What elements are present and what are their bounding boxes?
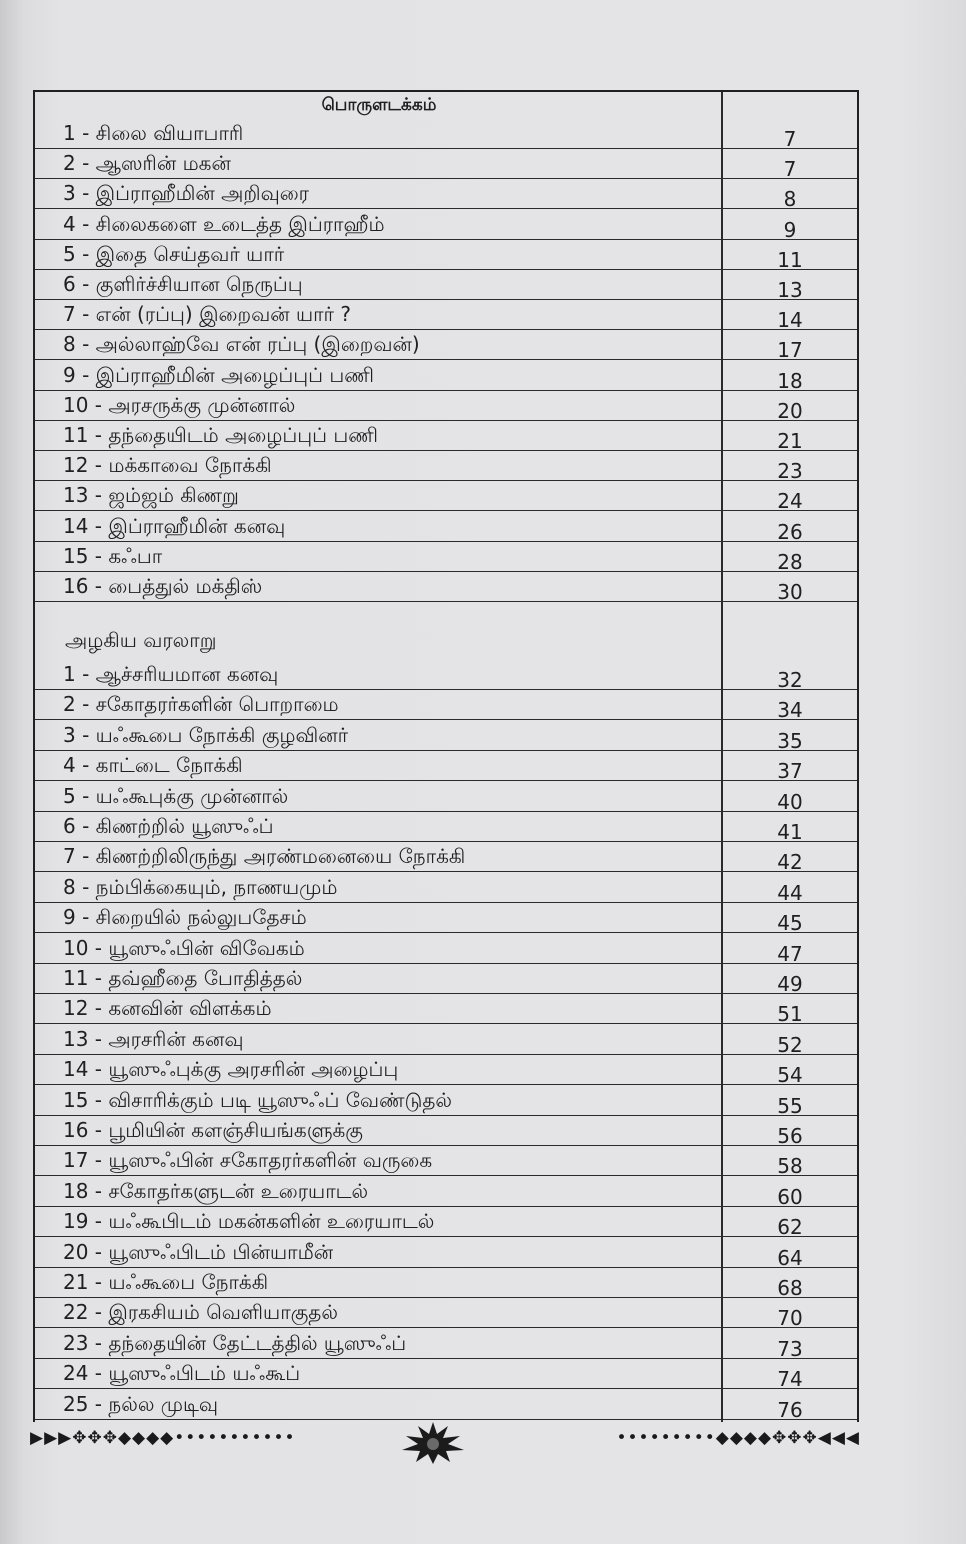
toc-entry-page: 20 [777, 398, 803, 423]
toc-row [35, 330, 857, 363]
toc-entry-page: 7 [783, 157, 797, 182]
toc-entry-page: 32 [777, 668, 803, 692]
toc-row [35, 1055, 857, 1088]
toc-row [35, 1238, 857, 1268]
toc-entry-page: 34 [777, 698, 803, 723]
toc-entry-page: 23 [777, 459, 803, 484]
toc-entry-title: 10 - அரசருக்கு முன்னால் [63, 392, 296, 417]
toc-entry-title: 12 - கனவின் விளக்கம் [63, 996, 272, 1021]
toc-entry-page: 74 [777, 1367, 803, 1392]
toc-row [35, 481, 857, 514]
toc-entry-page: 37 [777, 759, 803, 784]
toc-entry-page: 35 [777, 728, 803, 753]
toc-entry-title: 13 - அரசரின் கனவு [63, 1026, 244, 1051]
toc-entry-page: 70 [777, 1306, 803, 1331]
toc-entry-page: 62 [777, 1215, 803, 1240]
toc-entry-title: 19 - யஃகூபிடம் மகன்களின் உரையாடல் [63, 1209, 435, 1234]
toc-row [35, 660, 857, 690]
toc-row [35, 361, 857, 391]
toc-entry-title: 20 - யூஸுஃபிடம் பின்யாமீன் [63, 1239, 334, 1264]
toc-entry-title: 12 - மக்காவை நோக்கி [63, 453, 272, 478]
toc-row [35, 934, 857, 964]
toc-entry-title: 18 - சகோதர்களுடன் உரையாடல் [63, 1178, 369, 1203]
toc-row [35, 751, 857, 784]
toc-row [35, 512, 857, 542]
footer-ornament [30, 1420, 860, 1460]
toc-entry-title: 9 - இப்ராஹீமின் அழைப்புப் பணி [63, 362, 375, 387]
toc-row [35, 873, 857, 903]
toc-entry-page: 42 [777, 850, 803, 875]
toc-row [35, 903, 857, 936]
toc-row [35, 179, 857, 212]
toc-entry-page: 7 [783, 127, 797, 151]
toc-entry-page: 11 [777, 247, 803, 272]
toc-row [35, 572, 857, 602]
toc-entry-page: 55 [777, 1093, 803, 1118]
toc-entry-title: 11 - தந்தையிடம் அழைப்புப் பணி [63, 423, 378, 447]
toc-entry-page: 44 [777, 880, 803, 905]
toc-heading: பொருளடக்கம் [321, 95, 437, 115]
toc-entry-title: 2 - சகோதரர்களின் பொறாமை [63, 692, 339, 717]
toc-entry-page: 17 [777, 338, 803, 363]
toc-row [35, 782, 857, 812]
toc-row [35, 994, 857, 1027]
toc-entry-title: 25 - நல்ல முடிவு [63, 1391, 219, 1416]
toc-row [35, 451, 857, 484]
toc-row [35, 1390, 857, 1420]
toc-entry-title: 6 - குளிர்ச்சியான நெருப்பு [63, 272, 303, 296]
toc-row [35, 240, 857, 270]
toc-entry-page: 18 [777, 368, 803, 393]
toc-row [35, 1298, 857, 1331]
toc-entry-page: 54 [777, 1063, 803, 1088]
toc-entry-title: 8 - நம்பிக்கையும், நாணயமும் [63, 874, 338, 899]
toc-entry-title: 4 - சிலைகளை உடைத்த இப்ராஹீம் [63, 211, 385, 236]
toc-row [35, 1146, 857, 1179]
toc-entry-title: 3 - இப்ராஹீமின் அறிவுரை [63, 181, 310, 206]
toc-entry-title: 14 - யூஸுஃபுக்கு அரசரின் அழைப்பு [63, 1057, 399, 1082]
toc-row [35, 1116, 857, 1146]
toc-entry-page: 76 [777, 1397, 803, 1422]
toc-row [35, 119, 857, 149]
toc-row [35, 721, 857, 751]
toc-row [35, 1329, 857, 1359]
toc-entry-page: 45 [777, 911, 803, 936]
toc-entry-title: 23 - தந்தையின் தேட்டத்தில் யூஸுஃப் [63, 1330, 407, 1355]
toc-row [35, 300, 857, 333]
toc-row [35, 270, 857, 300]
toc-entry-page: 30 [777, 580, 803, 604]
toc-entry-title: 17 - யூஸுஃபின் சகோதரர்களின் வருகை [63, 1148, 433, 1173]
toc-entry-title: 4 - காட்டை நோக்கி [63, 753, 243, 778]
toc-entry-title: 2 - ஆஸரின் மகன் [63, 151, 231, 176]
toc-entry-title: 16 - பூமியின் களஞ்சியங்களுக்கு [63, 1118, 363, 1142]
toc-entry-page: 73 [777, 1336, 803, 1361]
toc-entry-title: 14 - இப்ராஹீமின் கனவு [63, 513, 286, 538]
toc-entry-page: 47 [777, 941, 803, 966]
toc-row [35, 1177, 857, 1207]
starburst-icon [398, 1420, 468, 1464]
toc-row [35, 1207, 857, 1240]
toc-entry-title: 5 - இதை செய்தவர் யார் [63, 241, 285, 266]
toc-row [35, 1025, 857, 1055]
toc-entry-page: 9 [783, 217, 797, 242]
toc-entry-title: 6 - கிணற்றில் யூஸுஃப் [63, 814, 274, 838]
toc-row [35, 1086, 857, 1116]
toc-entry-page: 28 [777, 549, 803, 574]
toc-entry-page: 51 [777, 1002, 803, 1027]
toc-entry-page: 14 [777, 308, 803, 333]
ornament-right: •••••••••◆◆◆◆✥✥✥◀◀◀ [616, 1428, 860, 1448]
toc-entry-title: 11 - தவ்ஹீதை போதித்தல் [63, 966, 303, 990]
toc-entry-page: 56 [777, 1124, 803, 1148]
toc-entry-title: 8 - அல்லாஹ்வே என் ரப்பு (இறைவன்) [63, 332, 420, 357]
toc-entry-page: 49 [777, 972, 803, 996]
section-title: அழகிய வரலாறு [65, 628, 217, 652]
toc-entry-page: 64 [777, 1245, 803, 1270]
toc-row [35, 149, 857, 182]
toc-entry-page: 58 [777, 1154, 803, 1179]
toc-entry-title: 15 - விசாரிக்கும் படி யூஸுஃப் வேண்டுதல் [63, 1087, 453, 1112]
toc-entry-title: 3 - யஃகூபை நோக்கி குழவினர் [63, 722, 349, 747]
toc-row [35, 812, 857, 842]
toc-entry-title: 1 - ஆச்சரியமான கனவு [63, 662, 279, 686]
toc-entry-page: 60 [777, 1184, 803, 1209]
toc-entry-page: 41 [777, 820, 803, 844]
toc-row [35, 1359, 857, 1392]
toc-entry-title: 10 - யூஸுஃபின் விவேகம் [63, 935, 305, 960]
toc-row [35, 842, 857, 875]
toc-row [35, 391, 857, 421]
toc-entry-title: 16 - பைத்துல் மக்திஸ் [63, 574, 263, 598]
toc-entry-title: 24 - யூஸுஃபிடம் யஃகூப் [63, 1361, 301, 1386]
toc-entry-page: 24 [777, 489, 803, 514]
toc-row [35, 690, 857, 723]
toc-row [35, 964, 857, 994]
toc-entry-page: 13 [777, 278, 803, 302]
toc-entry-title: 13 - ஜம்ஜம் கிணறு [63, 483, 239, 508]
toc-entry-page: 52 [777, 1032, 803, 1057]
toc-entry-page: 26 [777, 519, 803, 544]
toc-entry-page: 21 [777, 429, 803, 453]
toc-entry-page: 68 [777, 1276, 803, 1300]
toc-entry-title: 15 - கஃபா [63, 543, 163, 568]
toc-entry-page: 40 [777, 789, 803, 814]
toc-entry-title: 7 - என் (ரப்பு) இறைவன் யார் ? [63, 302, 351, 327]
table-of-contents [33, 90, 859, 1422]
toc-entry-page: 8 [783, 187, 797, 212]
ornament-left: ▶▶▶✥✥✥◆◆◆◆••••••••••• [30, 1428, 296, 1448]
toc-row [35, 542, 857, 572]
toc-entry-title: 22 - இரகசியம் வெளியாகுதல் [63, 1300, 338, 1325]
toc-entry-title: 5 - யஃகூபுக்கு முன்னால் [63, 783, 289, 808]
toc-entry-title: 1 - சிலை வியாபாரி [63, 121, 244, 145]
toc-row [35, 421, 857, 451]
toc-entry-title: 7 - கிணற்றிலிருந்து அரண்மனையை நோக்கி [63, 844, 466, 869]
toc-entry-title: 9 - சிறையில் நல்லுபதேசம் [63, 905, 307, 930]
toc-row [35, 210, 857, 240]
toc-row [35, 1268, 857, 1298]
toc-entry-title: 21 - யஃகூபை நோக்கி [63, 1270, 269, 1294]
